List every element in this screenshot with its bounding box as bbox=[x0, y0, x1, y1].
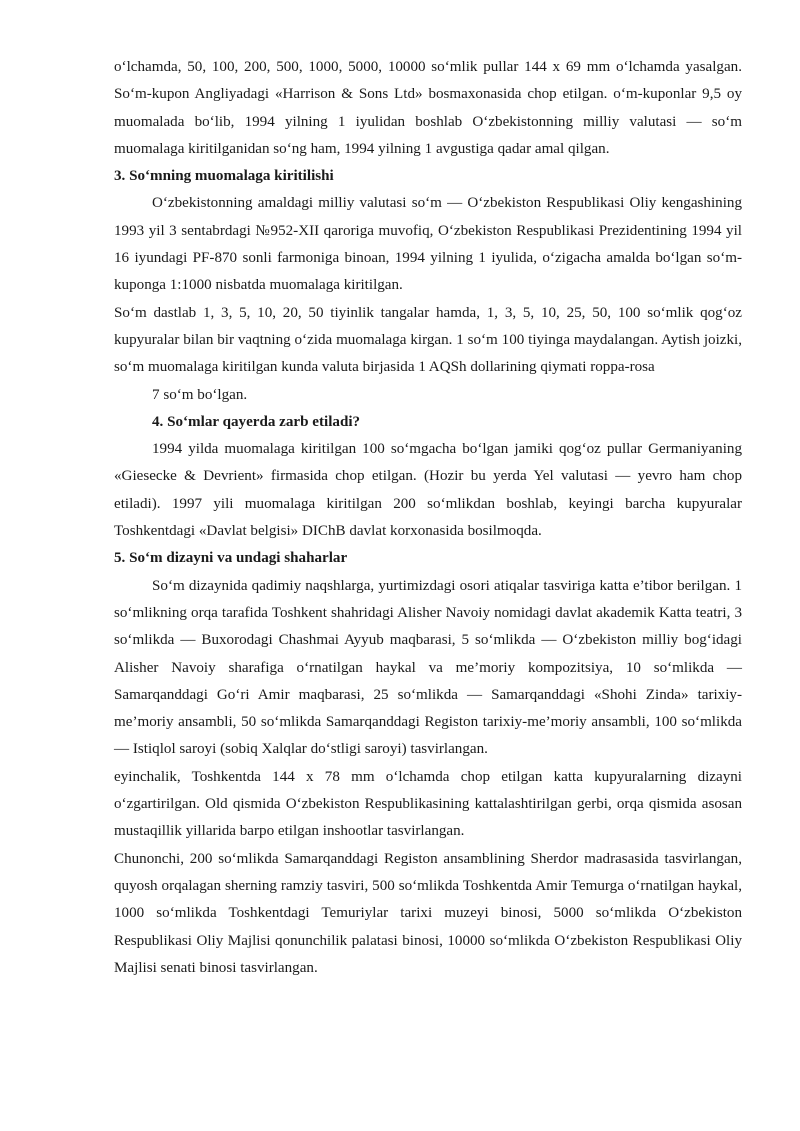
heading-section-3: 3. Soʻmning muomalaga kiritilishi bbox=[114, 168, 334, 185]
heading-section-5: 5. Soʻm dizayni va undagi shaharlar bbox=[114, 550, 348, 567]
document-page bbox=[114, 54, 742, 982]
paragraph-large-denominations: Chunonchi, 200 soʻmlikda Samarqanddagi Registon ansamblining Sherdor madrasasida tasvirlangan, quyosh orqalagan sherning ramziy tasviri, 500 soʻmlikda Toshkentda Amir Temurga oʻrnatilgan haykal, 1000 soʻmlikda Toshkentdagi Temuriylar tarixi muzeyi binosi, 5000 soʻmlikda Oʻzbekiston Respublikasi Oliy Majlisi qonunchilik palatasi binosi, 10000 soʻmlikda Oʻzbekiston Respublikasi Oliy Majlisi senati binosi tasvirlangan. bbox=[114, 850, 742, 976]
heading-section-4: 4. Soʻmlar qayerda zarb etiladi? bbox=[152, 413, 361, 430]
paragraph-som-introduction: Oʻzbekistonning amaldagi milliy valutasi soʻm — Oʻzbekiston Respublikasi Oliy kengashining 1993 yil 3 sentabrdagi №952-XII qaroriga muvofiq, Oʻzbekiston Respublikasi Prezidentining 1994 yil 16 iyundagi PF-870 sonli farmoniga binoan, 1994 yilning 1 iyulida, oʻzigacha amalda boʻlgan soʻm-kuponga 1:1000 nisbatda muomalaga kiritilgan. bbox=[114, 195, 742, 294]
paragraph-exchange-rate: 7 soʻm boʻlgan. bbox=[152, 386, 248, 403]
paragraph-som-design: Soʻm dizaynida qadimiy naqshlarga, yurtimizdagi osori atiqalar tasviriga katta e’tibor berilgan. 1 soʻmlikning orqa tarafida Toshkent shahridagi Alisher Navoiy nomidagi davlat akademik Katta teatri, 3 soʻmlikda — Buxorodagi Chashmai Ayyub maqbarasi, 5 soʻmlikda — Oʻzbekiston milliy bogʻidagi Alisher Navoiy sharafiga oʻrnatilgan haykal va me’moriy kompozitsiya, 10 soʻmlikda — Samarqanddagi Goʻri Amir maqbarasi, 25 soʻmlikda — Samarqanddagi «Shohi Zinda» tarixiy-me’moriy ansambli, 50 soʻmlikda Samarqanddagi Registon tarixiy-me’moriy ansambli, 100 soʻmlikda — Istiqlol saroyi (sobiq Xalqlar doʻstligi saroyi) tasvirlangan. bbox=[114, 577, 742, 758]
paragraph-first-coins: Soʻm dastlab 1, 3, 5, 10, 20, 50 tiyinlik tangalar hamda, 1, 3, 5, 10, 25, 50, 100 soʻmlik qogʻoz kupyuralar bilan bir vaqtning oʻzida muomalaga kirgan. 1 soʻm 100 tiyinga maydalangan. Aytish joizki, soʻm muomalaga kiritilgan kunda valuta birjasida 1 AQSh dollarining qiymati roppa-rosa bbox=[114, 304, 742, 376]
paragraph-design-change: eyinchalik, Toshkentda 144 x 78 mm oʻlchamda chop etilgan katta kupyuralarning dizayni oʻzgartirilgan. Old qismida Oʻzbekiston Respublikasining kattalashtirilgan gerbi, orqa qismida asosan mustaqillik yillarida barpo etilgan inshootlar tasvirlangan. bbox=[114, 768, 742, 840]
paragraph-banknote-sizes: oʻlchamda, 50, 100, 200, 500, 1000, 5000, 10000 soʻmlik pullar 144 x 69 mm oʻlchamda yasalgan. Soʻm-kupon Angliyadagi «Harrison & Sons Ltd» bosmaxonasida chop etilgan. oʻm-kuponlar 9,5 oy muomalada boʻlib, 1994 yilning 1 iyulidan boshlab Oʻzbekistonning milliy valutasi — soʻm muomalaga kiritilganidan soʻng ham, 1994 yilning 1 avgustiga qadar amal qilgan. bbox=[114, 59, 742, 157]
paragraph-printing-location: 1994 yilda muomalaga kiritilgan 100 soʻmgacha boʻlgan jamiki qogʻoz pullar Germaniyaning «Giesecke & Devrient» firmasida chop etilgan. (Hozir bu yerda Yel valutasi — yevro ham chop etiladi). 1997 yili muomalaga kiritilgan 200 soʻmlikdan boshlab, keyingi barcha kupyuralar Toshkentdagi «Davlat belgisi» DIChB davlat korxonasida bosilmoqda. bbox=[114, 441, 742, 540]
